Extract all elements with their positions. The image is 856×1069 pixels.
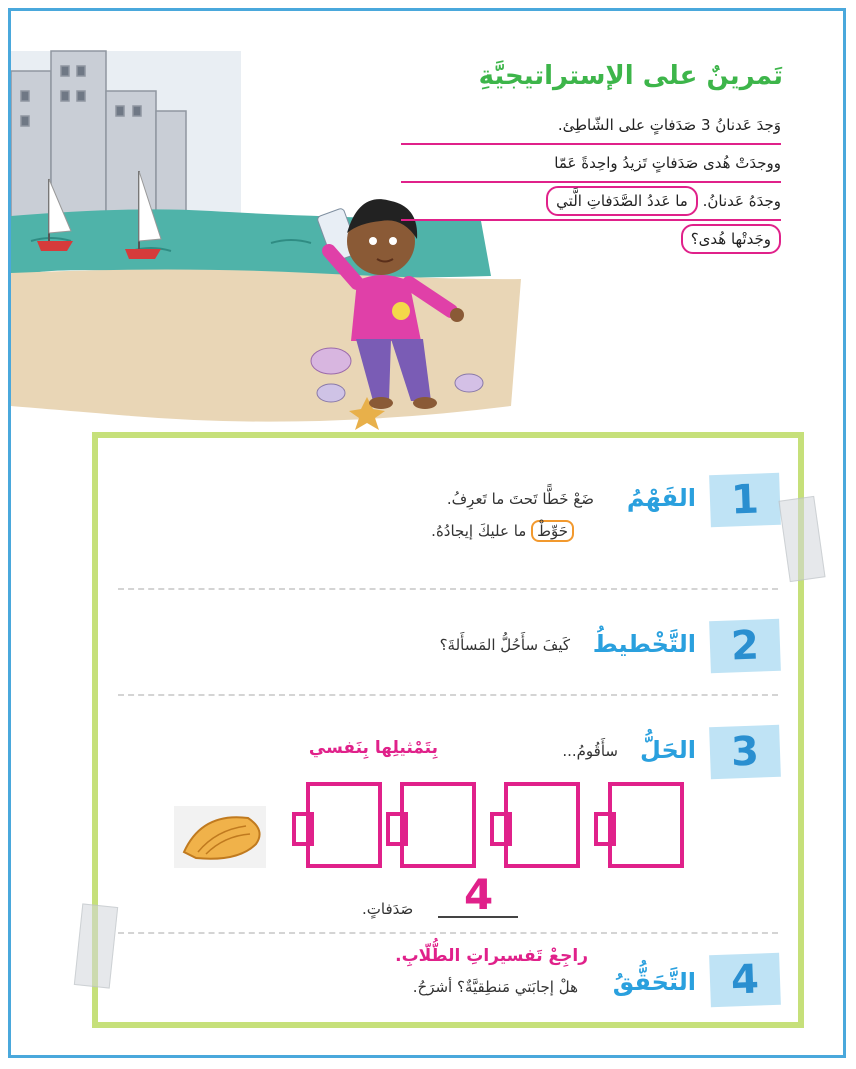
boxed-word: حَوِّطْ [531, 520, 574, 542]
story-line-3 [401, 183, 781, 221]
step-number-3: 3 [709, 725, 781, 779]
divider-3 [118, 932, 778, 934]
divider-2 [118, 694, 778, 696]
connecting-cubes [294, 784, 682, 866]
story-line-2: ووجدَتْ هُدى صَدَفاتٍ تَزيدُ واحِدةً عَمّا [401, 145, 781, 183]
step-understand [98, 464, 798, 584]
problem-solving-steps-card [92, 432, 804, 1028]
step-number-4: 4 [709, 953, 781, 1007]
word-problem [401, 107, 781, 257]
answer-unit: صَدَفاتٍ. [362, 900, 414, 918]
story-line-4 [681, 221, 781, 257]
divider-1 [118, 588, 778, 590]
handwritten-check-note: راجِعْ تَفسيراتِ الطُّلّابِ. [395, 946, 588, 966]
circled-question-end: وجَدتْها هُدى؟ [681, 224, 781, 254]
step-text-3: سأَقُومُ... [562, 742, 618, 760]
step-title-4: التَّحَقُّقُ [612, 968, 696, 996]
step-check [98, 938, 798, 1028]
answer-blank-line [438, 916, 518, 918]
step-title-2: التَّخْطيطُ [592, 630, 696, 658]
step-text-1b [431, 522, 574, 540]
step-text-4: هلْ إجابَتي مَنطِقيَّةٌ؟ أشرَحُ. [412, 978, 578, 996]
shell-picture [174, 806, 266, 868]
step-title-3: الحَلُّ [640, 736, 696, 764]
step-number-1: 1 [709, 473, 781, 527]
step-solve [98, 702, 798, 922]
handwritten-method-note: بِتَمْثيلِها بِنَفسي [308, 738, 438, 758]
step-title-1: الفَهْمُ [626, 484, 696, 512]
story-line-3-text: وجدَهُ عَدنانُ. [702, 192, 781, 210]
story-line-1: وَجدَ عَدنانُ 3 صَدَفاتٍ على الشّاطِئ. [401, 107, 781, 145]
step-number-2: 2 [709, 619, 781, 673]
step-text-1b-rest: ما عليكَ إيجادُهُ. [431, 522, 527, 540]
circled-question-part: ما عَددُ الصَّدَفاتِ الَّتي [546, 186, 698, 216]
step-text-2: كَيفَ سأَحُلُّ المَسأَلةَ؟ [439, 636, 570, 654]
exercise-title: تَمرينٌ على الإستراتيجيَّةِ [478, 61, 783, 91]
handwritten-answer: 4 [464, 870, 494, 919]
cube-trains-model [98, 702, 798, 922]
step-text-1a: ضَعْ خَطًّا تَحتَ ما تَعرِفُ. [446, 490, 594, 508]
step-plan [98, 598, 798, 693]
